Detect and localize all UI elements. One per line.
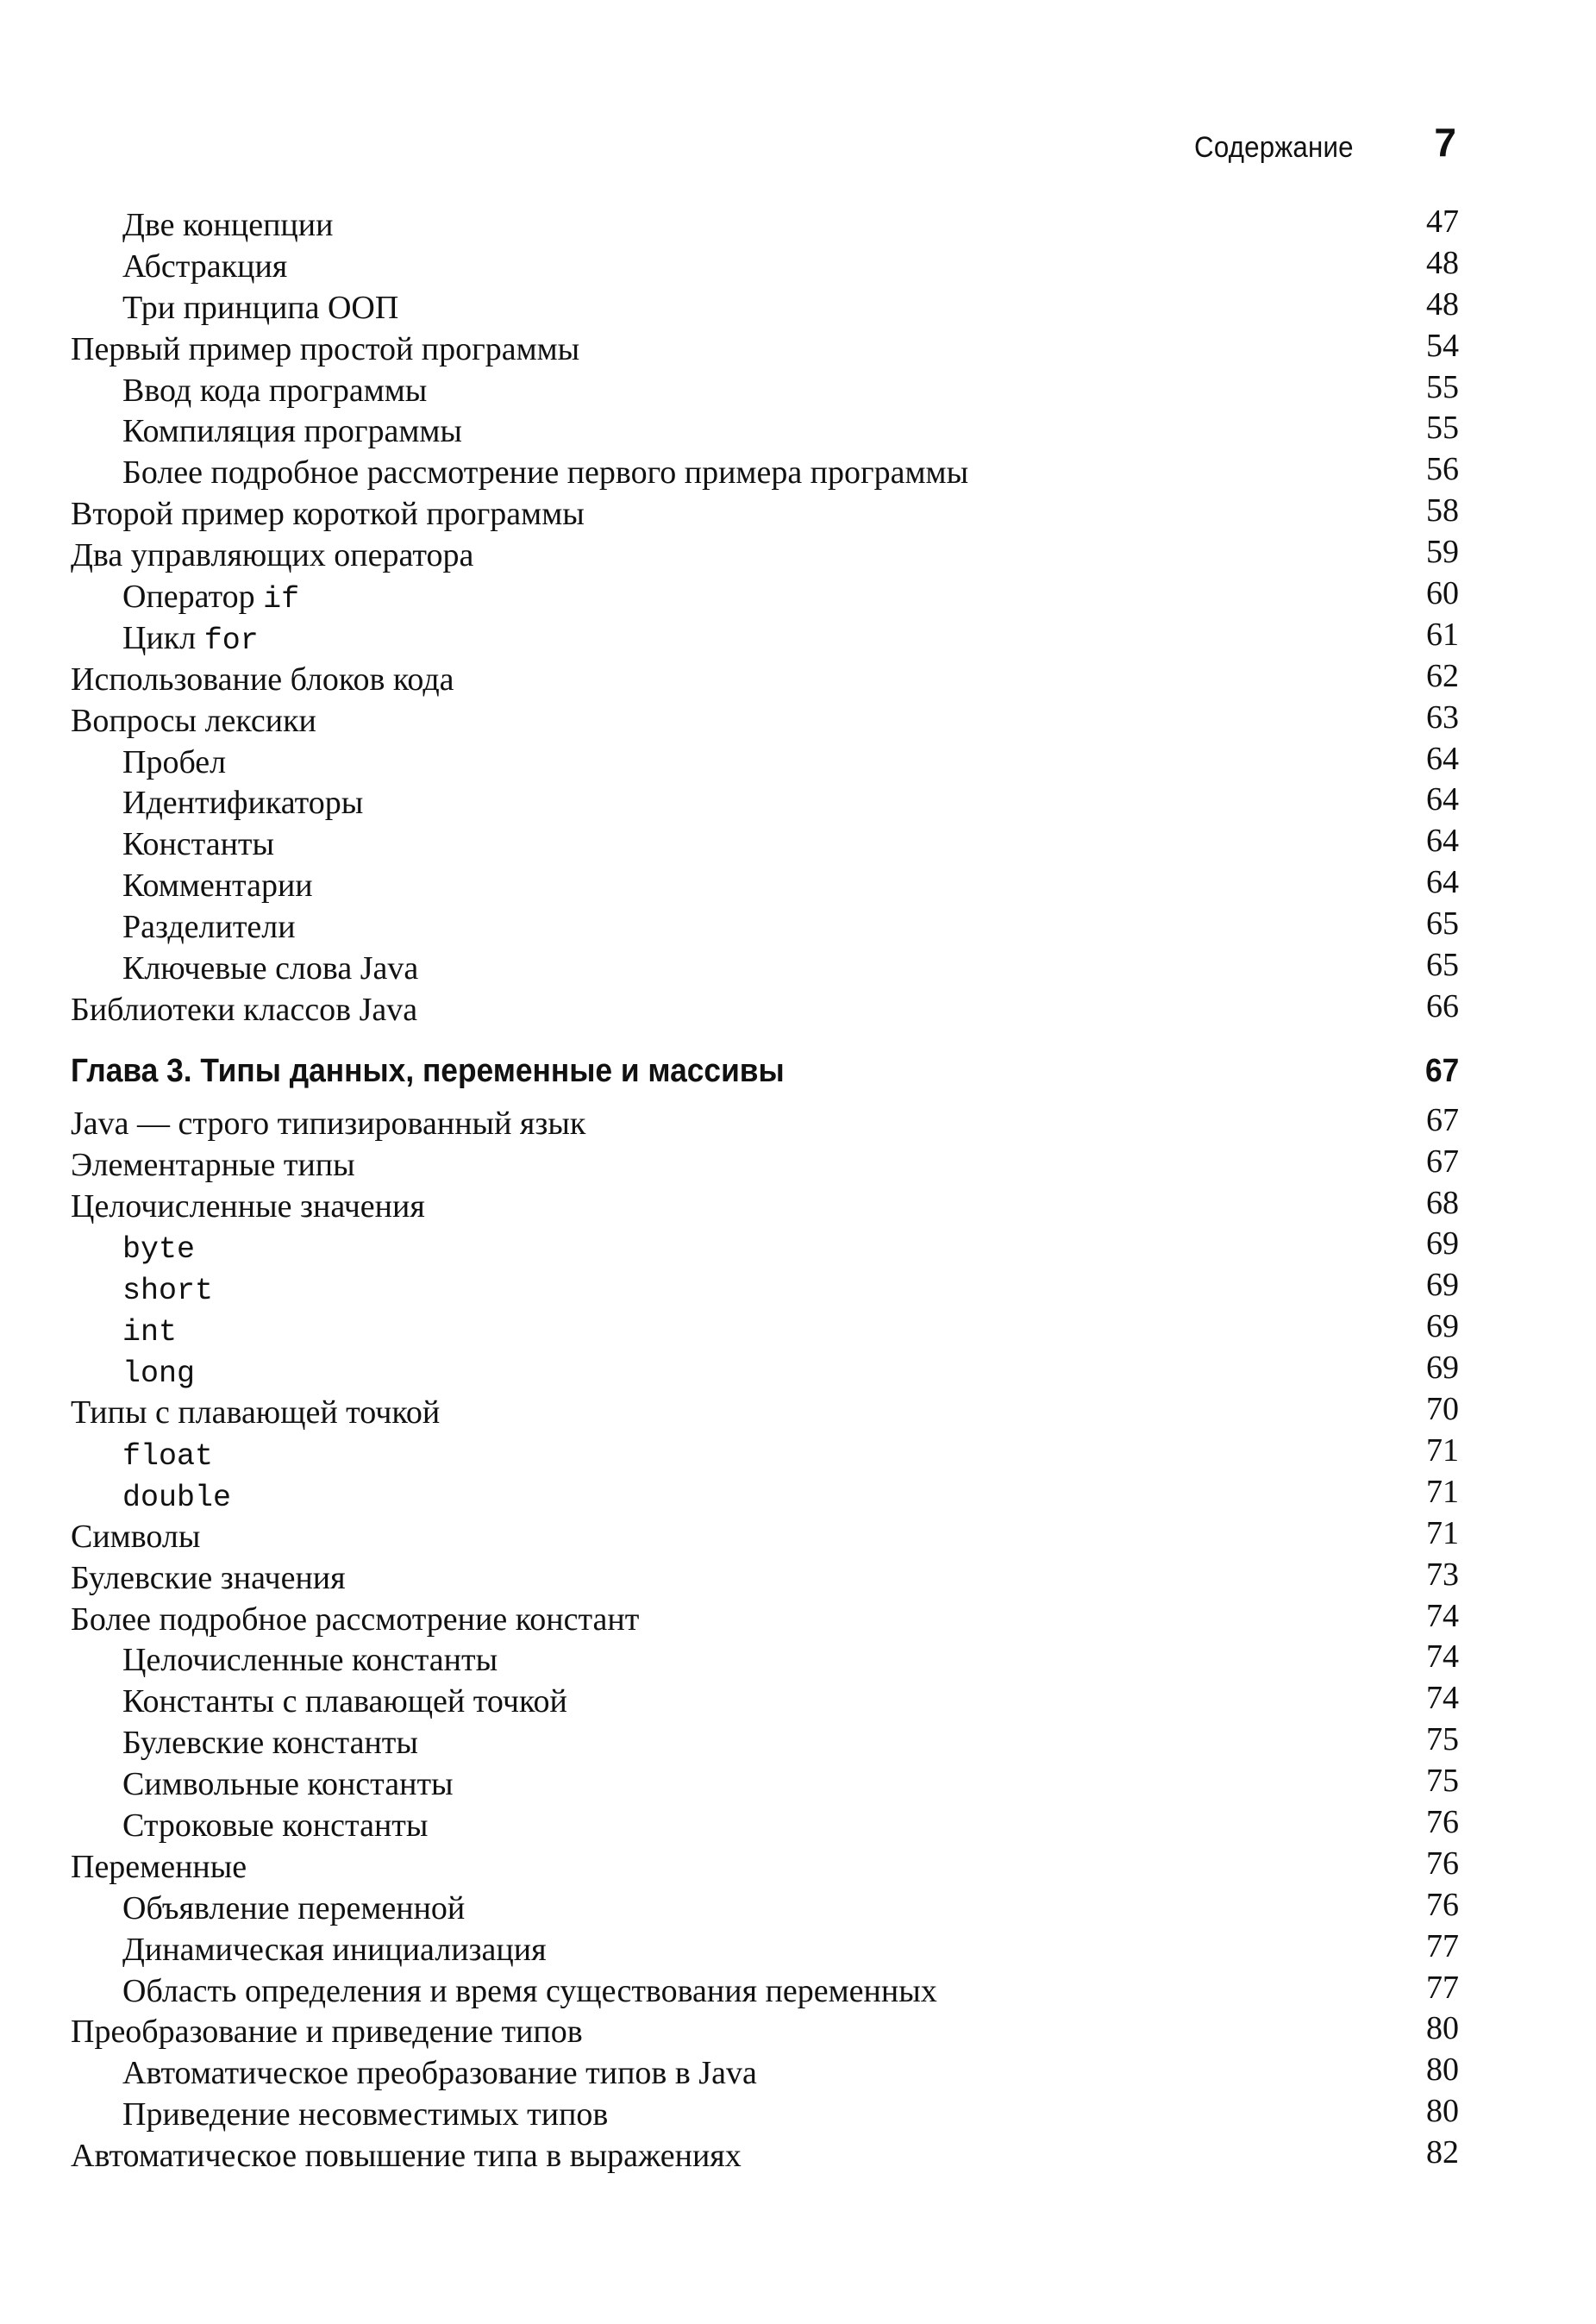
toc-entry bbox=[71, 368, 1459, 412]
toc-entry bbox=[71, 1597, 1459, 1641]
toc-entry-text: Пробел bbox=[122, 743, 227, 780]
toc-entry-text: Ввод кода программы bbox=[122, 372, 428, 409]
toc-entry-text: Более подробное рассмотрение первого примера программы bbox=[122, 454, 969, 492]
toc-entry-page: 71 bbox=[1426, 1473, 1459, 1510]
toc-entry bbox=[71, 2136, 1459, 2177]
toc-entry-page: 55 bbox=[1426, 410, 1459, 447]
toc-entry bbox=[71, 1227, 1459, 1268]
toc-entry-code: for bbox=[203, 623, 259, 658]
toc-entry-page: 76 bbox=[1426, 1886, 1459, 1923]
toc-entry-text: Целочисленные константы bbox=[122, 1642, 498, 1679]
toc-entry-page: 64 bbox=[1426, 740, 1459, 777]
toc-entry-title bbox=[122, 1971, 937, 2013]
toc-entry-title bbox=[71, 1847, 247, 1889]
toc-entry-page: 47 bbox=[1426, 204, 1459, 240]
toc-entry-page: 58 bbox=[1426, 492, 1459, 529]
toc-entry bbox=[71, 205, 1459, 247]
toc-entry bbox=[71, 411, 1459, 453]
toc-entry-text: Оператор bbox=[122, 579, 264, 616]
toc-entry-title bbox=[122, 577, 299, 621]
toc-entry bbox=[71, 657, 1459, 701]
toc-entry-text: Символьные константы bbox=[122, 1766, 454, 1803]
toc-entry-page: 59 bbox=[1426, 534, 1459, 571]
toc-entry-text: Константы bbox=[122, 826, 275, 863]
toc-entry-title bbox=[71, 1600, 639, 1641]
toc-entry bbox=[71, 698, 1459, 742]
toc-entry bbox=[71, 453, 1459, 494]
toc-entry bbox=[71, 2095, 1459, 2136]
toc-entry-title bbox=[122, 1723, 418, 1764]
toc-entry-text: Приведение несовместимых типов bbox=[122, 2096, 609, 2133]
toc-entry-title bbox=[71, 1393, 440, 1434]
chapter-heading bbox=[71, 1040, 1459, 1102]
toc-entry-title bbox=[122, 1268, 213, 1312]
toc-entry-code: double bbox=[122, 1480, 232, 1515]
toc-entry bbox=[71, 1886, 1459, 1930]
toc-entry-code: long bbox=[122, 1356, 196, 1392]
toc-entry-text: Два управляющих оператора bbox=[71, 537, 474, 574]
toc-entry-text: Идентификаторы bbox=[122, 785, 364, 822]
toc-entry bbox=[71, 1393, 1459, 1434]
toc-entry-text: Второй пример короткой программы bbox=[71, 496, 585, 533]
toc-entry bbox=[71, 1310, 1459, 1351]
toc-entry-text: Глава 3. Типы данных, переменные и массивы bbox=[71, 1052, 785, 1089]
toc-entry-title bbox=[71, 1187, 425, 1228]
toc-entry bbox=[71, 1268, 1459, 1310]
toc-entry-text: Автоматическое повышение типа в выражениях bbox=[71, 2138, 742, 2175]
toc-entry-page: 60 bbox=[1426, 575, 1459, 612]
toc-entry-title bbox=[122, 742, 226, 784]
toc-entry-page: 77 bbox=[1426, 1969, 1459, 2006]
toc-entry-page: 69 bbox=[1426, 1308, 1459, 1345]
toc-entry bbox=[71, 1682, 1459, 1723]
toc-entry-text: Целочисленные значения bbox=[71, 1187, 425, 1225]
toc-entry-title bbox=[122, 2053, 757, 2095]
toc-entry-page: 55 bbox=[1426, 368, 1459, 405]
toc-entry-title bbox=[122, 411, 462, 453]
toc-entry bbox=[71, 2053, 1459, 2095]
toc-entry-text: Булевские значения bbox=[71, 1559, 346, 1596]
toc-entry-page: 80 bbox=[1426, 2010, 1459, 2047]
toc-entry bbox=[71, 618, 1459, 660]
toc-entry bbox=[71, 329, 1459, 371]
toc-entry bbox=[71, 1101, 1459, 1145]
toc-entry-text: Символы bbox=[71, 1518, 201, 1555]
toc-entry-title bbox=[122, 949, 418, 990]
toc-entry-page: 80 bbox=[1426, 2093, 1459, 2130]
toc-entry-text: Автоматическое преобразование типов в Java bbox=[122, 2055, 757, 2092]
toc-entry-page: 69 bbox=[1426, 1267, 1459, 1304]
toc-entry-page: 67 bbox=[1426, 1101, 1459, 1138]
toc-entry bbox=[71, 987, 1459, 1031]
toc-entry-title bbox=[71, 536, 473, 577]
toc-entry-text: Использование блоков кода bbox=[71, 661, 454, 698]
toc-entry-title bbox=[71, 701, 316, 742]
toc-entry-page: 66 bbox=[1426, 987, 1459, 1024]
toc-entry-page: 74 bbox=[1426, 1680, 1459, 1717]
toc-entry-title bbox=[71, 2012, 583, 2053]
toc-entry-title bbox=[122, 1310, 177, 1354]
toc-entry bbox=[71, 742, 1459, 784]
toc-entry-page: 63 bbox=[1426, 698, 1459, 736]
toc-entry-title bbox=[122, 1434, 213, 1478]
toc-entry-page: 65 bbox=[1426, 947, 1459, 984]
toc-entry-text: Компиляция программы bbox=[122, 413, 462, 450]
toc-entry bbox=[71, 1640, 1459, 1682]
toc-entry-page: 74 bbox=[1426, 1638, 1459, 1676]
toc-entry-page: 67 bbox=[1426, 1143, 1459, 1180]
toc-entry-title bbox=[122, 824, 274, 866]
toc-entry-code: float bbox=[122, 1438, 214, 1474]
toc-entry-page: 75 bbox=[1426, 1721, 1459, 1758]
toc-entry-code: short bbox=[122, 1274, 214, 1309]
toc-entry-text: Вопросы лексики bbox=[71, 702, 316, 739]
toc-entry bbox=[71, 824, 1459, 866]
toc-entry bbox=[71, 1184, 1459, 1228]
toc-entry bbox=[71, 1514, 1459, 1558]
toc-entry-title bbox=[71, 1145, 355, 1187]
toc-entry-title bbox=[122, 247, 287, 288]
toc-entry-text: Библиотеки классов Java bbox=[71, 991, 418, 1028]
toc-entry-title bbox=[122, 2095, 608, 2136]
chapter-page-number: 67 bbox=[1424, 1052, 1459, 1089]
toc-entry-title bbox=[71, 2136, 742, 2177]
toc-entry bbox=[71, 1723, 1459, 1764]
toc-entry bbox=[71, 1558, 1459, 1600]
toc-entry-title bbox=[122, 866, 313, 907]
chapter-title bbox=[71, 1040, 785, 1102]
toc-entry bbox=[71, 1847, 1459, 1889]
toc-entry bbox=[71, 907, 1459, 949]
toc-entry-title bbox=[122, 618, 259, 662]
toc-entry-page: 69 bbox=[1426, 1225, 1459, 1262]
toc-entry bbox=[71, 1927, 1459, 1971]
toc-entry bbox=[71, 866, 1459, 907]
toc-entry-page: 69 bbox=[1426, 1350, 1459, 1387]
toc-entry-page: 74 bbox=[1426, 1597, 1459, 1634]
toc-entry-text: Три принципа ООП bbox=[122, 289, 399, 326]
toc-entry-page: 73 bbox=[1426, 1556, 1459, 1593]
toc-entry-page: 77 bbox=[1426, 1927, 1459, 1964]
toc-entry-text: Комментарии bbox=[122, 868, 313, 905]
toc-entry-title bbox=[122, 288, 398, 329]
toc-entry-title bbox=[71, 1558, 346, 1600]
toc-entry-title bbox=[122, 1640, 498, 1682]
toc-entry bbox=[71, 783, 1459, 824]
toc-entry-text: Область определения и время существования переменных bbox=[122, 1972, 937, 2009]
toc-entry bbox=[71, 1971, 1459, 2013]
toc-entry-page: 48 bbox=[1426, 244, 1459, 281]
toc-entry-text: Строковые константы bbox=[122, 1807, 429, 1844]
toc-entry-title bbox=[122, 371, 427, 412]
toc-entry bbox=[71, 1475, 1459, 1517]
toc-entry bbox=[71, 2012, 1459, 2053]
toc-entry-title bbox=[122, 453, 968, 494]
toc-entry-text: Разделители bbox=[122, 909, 296, 946]
toc-entry bbox=[71, 1803, 1459, 1847]
toc-entry-title bbox=[122, 1475, 231, 1519]
toc-entry-page: 64 bbox=[1426, 864, 1459, 901]
toc-entry bbox=[71, 577, 1459, 618]
toc-entry-title bbox=[122, 1930, 547, 1971]
toc-entry bbox=[71, 285, 1459, 329]
toc-entry bbox=[71, 1145, 1459, 1187]
toc-entry-text: Преобразование и приведение типов bbox=[71, 2014, 583, 2051]
page-number: 7 bbox=[1434, 120, 1456, 165]
toc-entry-page: 82 bbox=[1426, 2134, 1459, 2171]
toc-entry-title bbox=[122, 205, 333, 247]
toc-entry bbox=[71, 536, 1459, 577]
toc-entry-title bbox=[71, 494, 585, 536]
toc-entry bbox=[71, 1431, 1459, 1475]
toc-entry-page: 65 bbox=[1426, 905, 1459, 943]
running-header-title: Содержание bbox=[1194, 131, 1354, 164]
toc-entry-text: Динамическая инициализация bbox=[122, 1931, 547, 1968]
toc-entry-page: 56 bbox=[1426, 451, 1459, 488]
toc-entry-text: Элементарные типы bbox=[71, 1146, 355, 1183]
toc-entry bbox=[71, 949, 1459, 990]
toc-entry-page: 48 bbox=[1426, 285, 1459, 323]
toc-entry-title bbox=[71, 1517, 200, 1558]
toc-entry-title bbox=[71, 1104, 585, 1145]
toc-entry-title bbox=[71, 329, 579, 371]
toc-entry-text: Константы с плавающей точкой bbox=[122, 1683, 567, 1720]
toc-entry-page: 64 bbox=[1426, 781, 1459, 818]
toc-entry-title bbox=[71, 990, 417, 1031]
toc-entry-page: 75 bbox=[1426, 1763, 1459, 1800]
toc-entry-page: 76 bbox=[1426, 1845, 1459, 1882]
toc-entry-title bbox=[122, 1889, 465, 1930]
toc-entry-title bbox=[122, 1764, 454, 1806]
toc-entry bbox=[71, 1764, 1459, 1806]
toc-entry-page: 62 bbox=[1426, 657, 1459, 694]
toc-entry-text: Две концепции bbox=[122, 207, 334, 243]
toc-entry-page: 68 bbox=[1426, 1184, 1459, 1221]
toc-entry-title bbox=[122, 1227, 195, 1271]
toc-entry-code: if bbox=[263, 582, 300, 617]
running-header bbox=[0, 119, 1596, 171]
toc-entry-text: Типы с плавающей точкой bbox=[71, 1394, 441, 1431]
toc-entry-text: Переменные bbox=[71, 1848, 247, 1885]
toc-entry-text: Первый пример простой программы bbox=[71, 330, 580, 367]
toc-entry-title bbox=[122, 1351, 195, 1395]
table-of-contents bbox=[71, 205, 1459, 2177]
toc-entry-page: 61 bbox=[1426, 616, 1459, 653]
toc-entry-page: 71 bbox=[1426, 1431, 1459, 1469]
toc-entry-title bbox=[71, 660, 454, 701]
toc-entry-text: Цикл bbox=[122, 619, 204, 656]
toc-entry-page: 71 bbox=[1426, 1514, 1459, 1551]
toc-entry-page: 70 bbox=[1426, 1391, 1459, 1428]
toc-entry-text: Более подробное рассмотрение констант bbox=[71, 1600, 640, 1638]
toc-entry-title bbox=[122, 1682, 567, 1723]
toc-entry-page: 80 bbox=[1426, 2052, 1459, 2089]
toc-entry-text: Булевские константы bbox=[122, 1725, 418, 1762]
toc-entry-code: int bbox=[122, 1315, 178, 1350]
toc-entry-text: Объявление переменной bbox=[122, 1889, 466, 1926]
toc-entry-page: 54 bbox=[1426, 327, 1459, 364]
toc-entry-title bbox=[122, 783, 363, 824]
toc-entry bbox=[71, 244, 1459, 288]
toc-entry-page: 64 bbox=[1426, 823, 1459, 860]
toc-entry-title bbox=[122, 907, 296, 949]
toc-entry-text: Абстракция bbox=[122, 247, 288, 285]
toc-entry-code: byte bbox=[122, 1232, 196, 1268]
toc-entry-text: Ключевые слова Java bbox=[122, 950, 419, 987]
toc-entry bbox=[71, 494, 1459, 536]
toc-entry-page: 76 bbox=[1426, 1803, 1459, 1840]
toc-entry-title bbox=[122, 1806, 428, 1847]
toc-entry bbox=[71, 1351, 1459, 1393]
toc-entry-text: Java — строго типизированный язык bbox=[71, 1105, 586, 1142]
